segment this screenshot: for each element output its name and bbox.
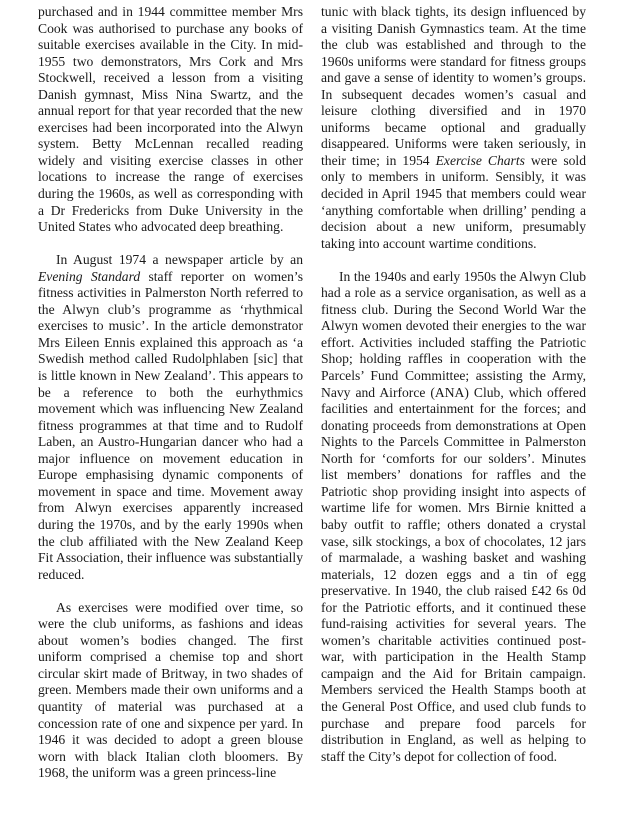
right-column <box>321 4 586 765</box>
paragraph-service-organisation: In the 1940s and early 1950s the Alwyn Club had a role as a service organisation, as well as a fitness club. During the Second World War the Alwyn women devoted their energies to the war effort. Activities included staffing the Patriotic Shop; holding raffles in cooperation with the Parcels’ Fund Committee; assisting the Army, Navy and Airforce (ANA) Club, which offered facilities and entertainment for the forces; and donating proceeds from demonstrations at Open Nights to the Parcels Committee in Palmerston North for ‘comforts for our solders’. Minutes list members’ donations for raffles and the Patriotic shop providing insight into aspects of wartime life for women. Mrs Birnie knitted a baby outfit to raffle; others donated a crystal vase, silk stockings, a box of chocolates, 12 jars of marmalade, a washing basket and washing materials, 12 dozen eggs and a tin of egg preservative. In 1940, the club raised £42 6s 0d for the Patriotic efforts, and it continued these fund-raising activities for several years. The women’s charitable activities continued post-war, with participation in the Health Stamp campaign and the Aid for Britain campaign. Members serviced the Health Stamps booth at the General Post Office, and used club funds to purchase and prepare food parcels for distribution in England, as well as helping to staff the City’s depot for collection of food. <box>321 268 586 764</box>
paragraph-text: tunic with black tights, its design influenced by a visiting Danish Gymnastics team. At the time the club was established and through to the 1960s uniforms were standard for fitness groups and gave a sense of identity to women’s groups. In subsequent decades women’s casual and leisure clothing diversified and in 1970 uniforms became optional and gradually disappeared. Uniforms were taken seriously, in their time; in 1954 <box>321 4 586 168</box>
newspaper-title: Evening Standard <box>38 268 141 284</box>
paragraph-exercise-sources: purchased and in 1944 committee member Mrs Cook was authorised to purchase any books of suitable exercises available in the City. In mid-1955 two demonstrators, Mrs Cork and Mrs Stockwell, received a lesson from a visiting Danish gymnast, Miss Nina Swartz, and the annual report for that year recorded that the new exercises had been incorporated into the Alwyn system. Betty McLennan recalled reading widely and visiting exercise classes in other locations to increase the range of exercises during the 1960s, as well as corresponding with a Dr Fredericks from Duke University in the United States who advocated deep breathing. <box>38 4 303 235</box>
paragraph-uniforms: As exercises were modified over time, so were the club uniforms, as fashions and ideas about women’s bodies changed. The first uniform comprised a chemise top and short circular skirt made of Britway, in two shades of green. Members made their own uniforms and a quantity of material was purchased at a concession rate of one and sixpence per yard. In 1946 it was decided to adopt a green blouse worn with black Italian cloth bloomers. By 1968, the uniform was a green princess-line <box>38 599 303 781</box>
paragraph-text: staff reporter on women’s fitness activities in Palmerston North referred to the Alwyn club’s programme as ‘rhythmical exercises to music’. In the article demonstrator Mrs Eileen Ennis explained this approach as ‘a Swedish method called Rudolphlaben [sic] that is little known in New Zealand’. This appears to be a reference to both the eurhythmics movement which was influencing New Zealand fitness programmes at that time and to Rudolf Laben, an Austro-Hungarian dancer who had a major influence on movement education in Europe emphasising dynamic components of movement in space and time. Movement away from Alwyn exercises apparently increased during the 1970s, and by the early 1990s when the club affiliated with the New Zealand Keep Fit Association, their influence was substantially reduced. <box>38 268 303 582</box>
publication-title: Exercise Charts <box>435 152 525 168</box>
paragraph-uniform-history <box>321 4 586 252</box>
paragraph-newspaper-article <box>38 252 303 583</box>
paragraph-text: were sold only to members in uniform. Sensibly, it was decided in April 1945 that members could wear ‘anything comfortable when drilling’ pending a decision about a new uniform, presumably taking into account wartime conditions. <box>321 152 586 251</box>
paragraph-text: In August 1974 a newspaper article by an <box>56 252 303 268</box>
left-column <box>38 4 303 782</box>
